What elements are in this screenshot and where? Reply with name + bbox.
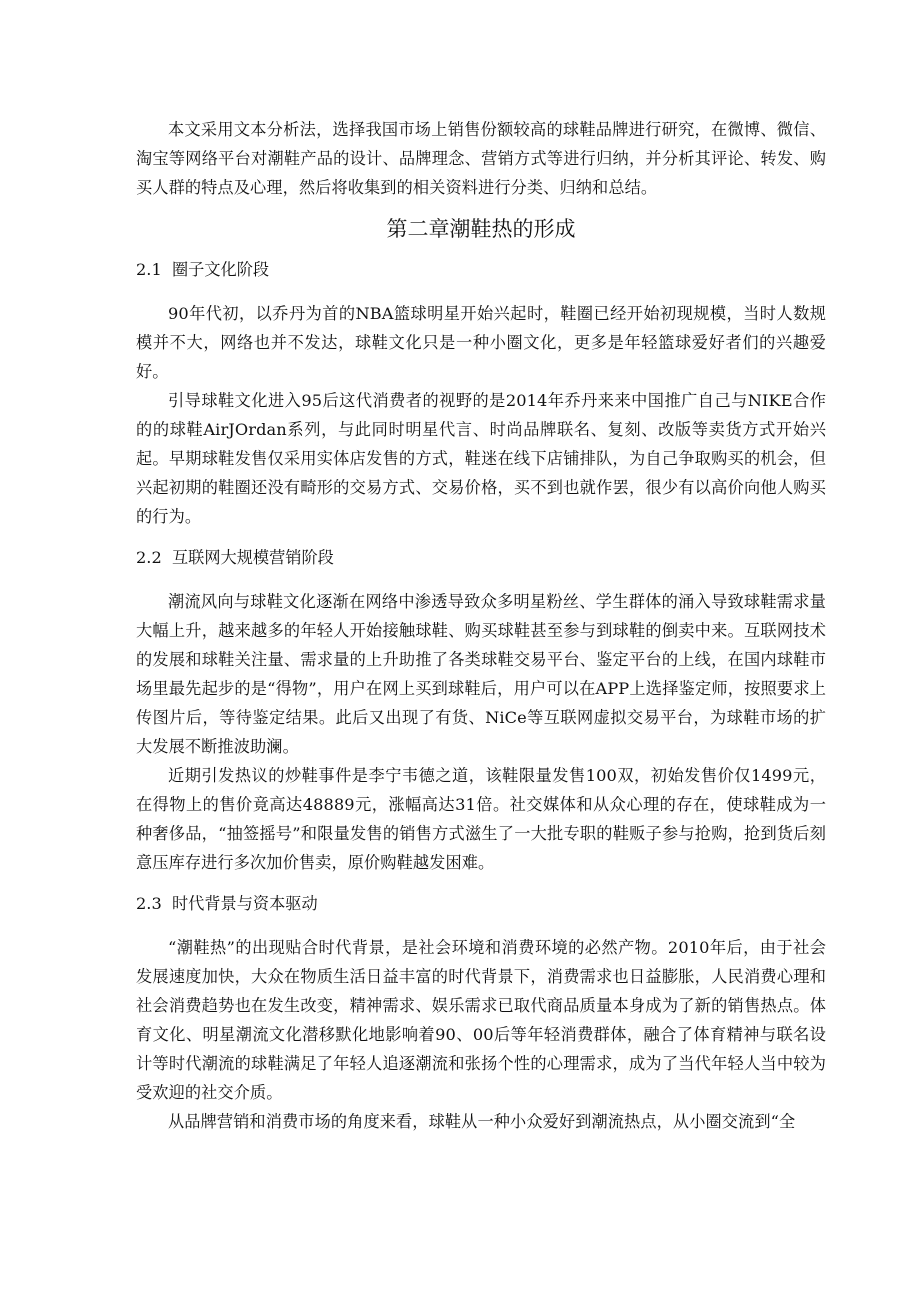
chapter-title: 第二章潮鞋热的形成 <box>386 217 576 241</box>
section-heading <box>136 891 826 917</box>
section-title: 圈子文化阶段 <box>172 260 270 279</box>
intro-paragraph: 本文采用文本分析法，选择我国市场上销售份额较高的球鞋品牌进行研究，在微博、微信、淘宝等网络平台对潮鞋产品的设计、品牌理念、营销方式等进行归纳，并分析其评论、转发、购买人群的特点及心理，然后将收集到的相关资料进行分类、归纳和总结。 <box>136 120 826 197</box>
body-paragraph: 潮流风向与球鞋文化逐渐在网络中渗透导致众多明星粉丝、学生群体的涌入导致球鞋需求量大幅上升，越来越多的年轻人开始接触球鞋、购买球鞋甚至参与到球鞋的倒卖中来。互联网技术的发展和球鞋关注量、需求量的上升助推了各类球鞋交易平台、鉴定平台的上线，在国内球鞋市场里最先起步的是“得物”，用户在网上买到球鞋后，用户可以在APP上选择鉴定师，按照要求上传图片后，等待鉴定结果。此后又出现了有货、NiCe等互联网虚拟交易平台，为球鞋市场的扩大发展不断推波助澜。 <box>136 592 826 756</box>
body-paragraph: “潮鞋热”的出现贴合时代背景，是社会环境和消费环境的必然产物。2010年后，由于社会发展速度加快，大众在物质生活日益丰富的时代背景下，消费需求也日益膨胀，人民消费心理和社会消费趋势也在发生改变，精神需求、娱乐需求已取代商品质量本身成为了新的销售热点。体育文化、明星潮流文化潜移默化地影响着90、00后等年轻消费群体，融合了体育精神与联名设计等时代潮流的球鞋满足了年轻人追逐潮流和张扬个性的心理需求，成为了当代年轻人当中较为受欢迎的社交介质。 <box>136 938 826 1102</box>
section-number: 2.1 <box>136 260 162 279</box>
body-paragraph: 近期引发热议的炒鞋事件是李宁韦德之道，该鞋限量发售100双，初始发售价仅1499元，在得物上的售价竟高达48889元，涨幅高达31倍。社交媒体和从众心理的存在，使球鞋成为一种奢侈品，“抽签摇号”和限量发售的销售方式滋生了一大批专职的鞋贩子参与抢购，抢到货后刻意压库存进行多次加价售卖，原价购鞋越发困难。 <box>136 766 826 872</box>
page-content <box>136 115 826 1136</box>
section-number: 2.3 <box>136 894 162 913</box>
section-heading <box>136 545 826 571</box>
body-paragraph: 引导球鞋文化进入95后这代消费者的视野的是2014年乔丹来来中国推广自己与NIKE合作的的球鞋AirJOrdan系列，与此同时明星代言、时尚品牌联名、复刻、改版等卖货方式开始兴起。早期球鞋发售仅采用实体店发售的方式，鞋迷在线下店铺排队，为自己争取购买的机会，但兴起初期的鞋圈还没有畸形的交易方式、交易价格，买不到也就作罢，很少有以高价向他人购买的行为。 <box>136 391 826 526</box>
section-title: 互联网大规模营销阶段 <box>172 548 334 567</box>
section-heading <box>136 257 826 283</box>
body-paragraph: 90年代初，以乔丹为首的NBA篮球明星开始兴起时，鞋圈已经开始初现规模，当时人数规模并不大，网络也并不发达，球鞋文化只是一种小圈文化，更多是年轻篮球爱好者们的兴趣爱好。 <box>136 304 826 381</box>
section-title: 时代背景与资本驱动 <box>172 894 318 913</box>
section-number: 2.2 <box>136 548 162 567</box>
body-paragraph: 从品牌营销和消费市场的角度来看，球鞋从一种小众爱好到潮流热点，从小圈交流到“全 <box>168 1112 796 1131</box>
